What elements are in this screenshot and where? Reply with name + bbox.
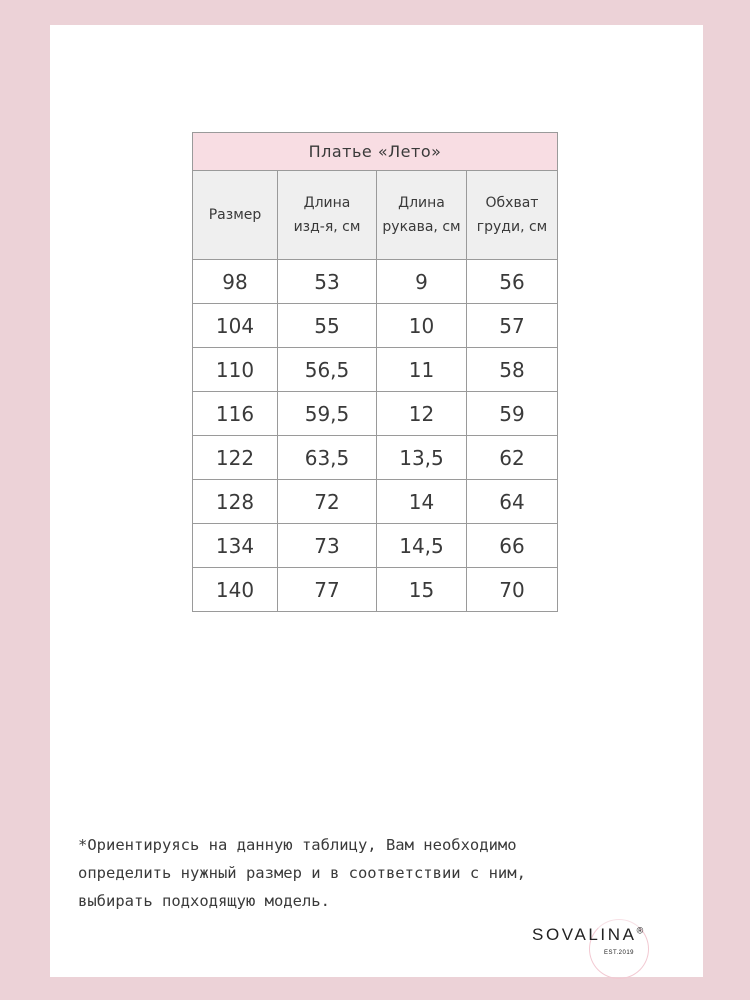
logo-est: EST.2019 <box>604 950 635 956</box>
cell-length: 53 <box>278 260 377 304</box>
cell-sleeve: 11 <box>377 348 467 392</box>
header-sleeve-line1: Длина <box>398 195 445 211</box>
header-length <box>278 171 377 260</box>
table-row <box>193 480 558 524</box>
cell-length: 77 <box>278 568 377 612</box>
cell-size: 110 <box>193 348 278 392</box>
cell-size: 98 <box>193 260 278 304</box>
cell-size: 128 <box>193 480 278 524</box>
table-title-row <box>193 133 558 171</box>
header-size-label: Размер <box>208 207 262 223</box>
note-line: определить нужный размер и в соответствии с ним, <box>78 864 526 882</box>
brand-logo <box>532 917 702 977</box>
logo-brand <box>532 925 643 945</box>
cell-chest: 70 <box>467 568 558 612</box>
cell-length: 73 <box>278 524 377 568</box>
table-row <box>193 348 558 392</box>
cell-sleeve: 9 <box>377 260 467 304</box>
cell-sleeve: 14,5 <box>377 524 467 568</box>
table-row <box>193 436 558 480</box>
header-length-line1: Длина <box>303 195 351 211</box>
header-chest <box>467 171 558 260</box>
table-row <box>193 568 558 612</box>
header-sleeve <box>377 171 467 260</box>
cell-chest: 57 <box>467 304 558 348</box>
cell-size: 104 <box>193 304 278 348</box>
cell-length: 56,5 <box>278 348 377 392</box>
registered-mark: ® <box>636 925 644 936</box>
table-row <box>193 524 558 568</box>
table-title: Платье «Лето» <box>193 133 558 171</box>
cell-chest: 62 <box>467 436 558 480</box>
cell-chest: 58 <box>467 348 558 392</box>
cell-size: 116 <box>193 392 278 436</box>
cell-length: 55 <box>278 304 377 348</box>
cell-sleeve: 15 <box>377 568 467 612</box>
cell-chest: 64 <box>467 480 558 524</box>
size-note <box>78 831 526 915</box>
cell-sleeve: 13,5 <box>377 436 467 480</box>
cell-chest: 66 <box>467 524 558 568</box>
header-length-line2: изд-я, см <box>293 219 361 235</box>
size-chart-sheet <box>50 25 703 977</box>
cell-length: 63,5 <box>278 436 377 480</box>
cell-size: 140 <box>193 568 278 612</box>
table-header-row <box>193 171 558 260</box>
logo-brand-text: SOVALINA <box>532 925 637 944</box>
cell-sleeve: 14 <box>377 480 467 524</box>
table-row <box>193 304 558 348</box>
header-chest-line2: груди, см <box>476 219 548 235</box>
cell-chest: 56 <box>467 260 558 304</box>
note-line: *Ориентируясь на данную таблицу, Вам необходимо <box>78 836 517 854</box>
table-row <box>193 260 558 304</box>
cell-sleeve: 10 <box>377 304 467 348</box>
cell-length: 59,5 <box>278 392 377 436</box>
table-row <box>193 392 558 436</box>
cell-size: 122 <box>193 436 278 480</box>
size-table <box>192 132 558 612</box>
note-line: выбирать подходящую модель. <box>78 892 330 910</box>
cell-sleeve: 12 <box>377 392 467 436</box>
header-chest-line1: Обхват <box>485 195 539 211</box>
header-size <box>193 171 278 260</box>
cell-size: 134 <box>193 524 278 568</box>
cell-length: 72 <box>278 480 377 524</box>
cell-chest: 59 <box>467 392 558 436</box>
header-sleeve-line2: рукава, см <box>382 219 461 235</box>
